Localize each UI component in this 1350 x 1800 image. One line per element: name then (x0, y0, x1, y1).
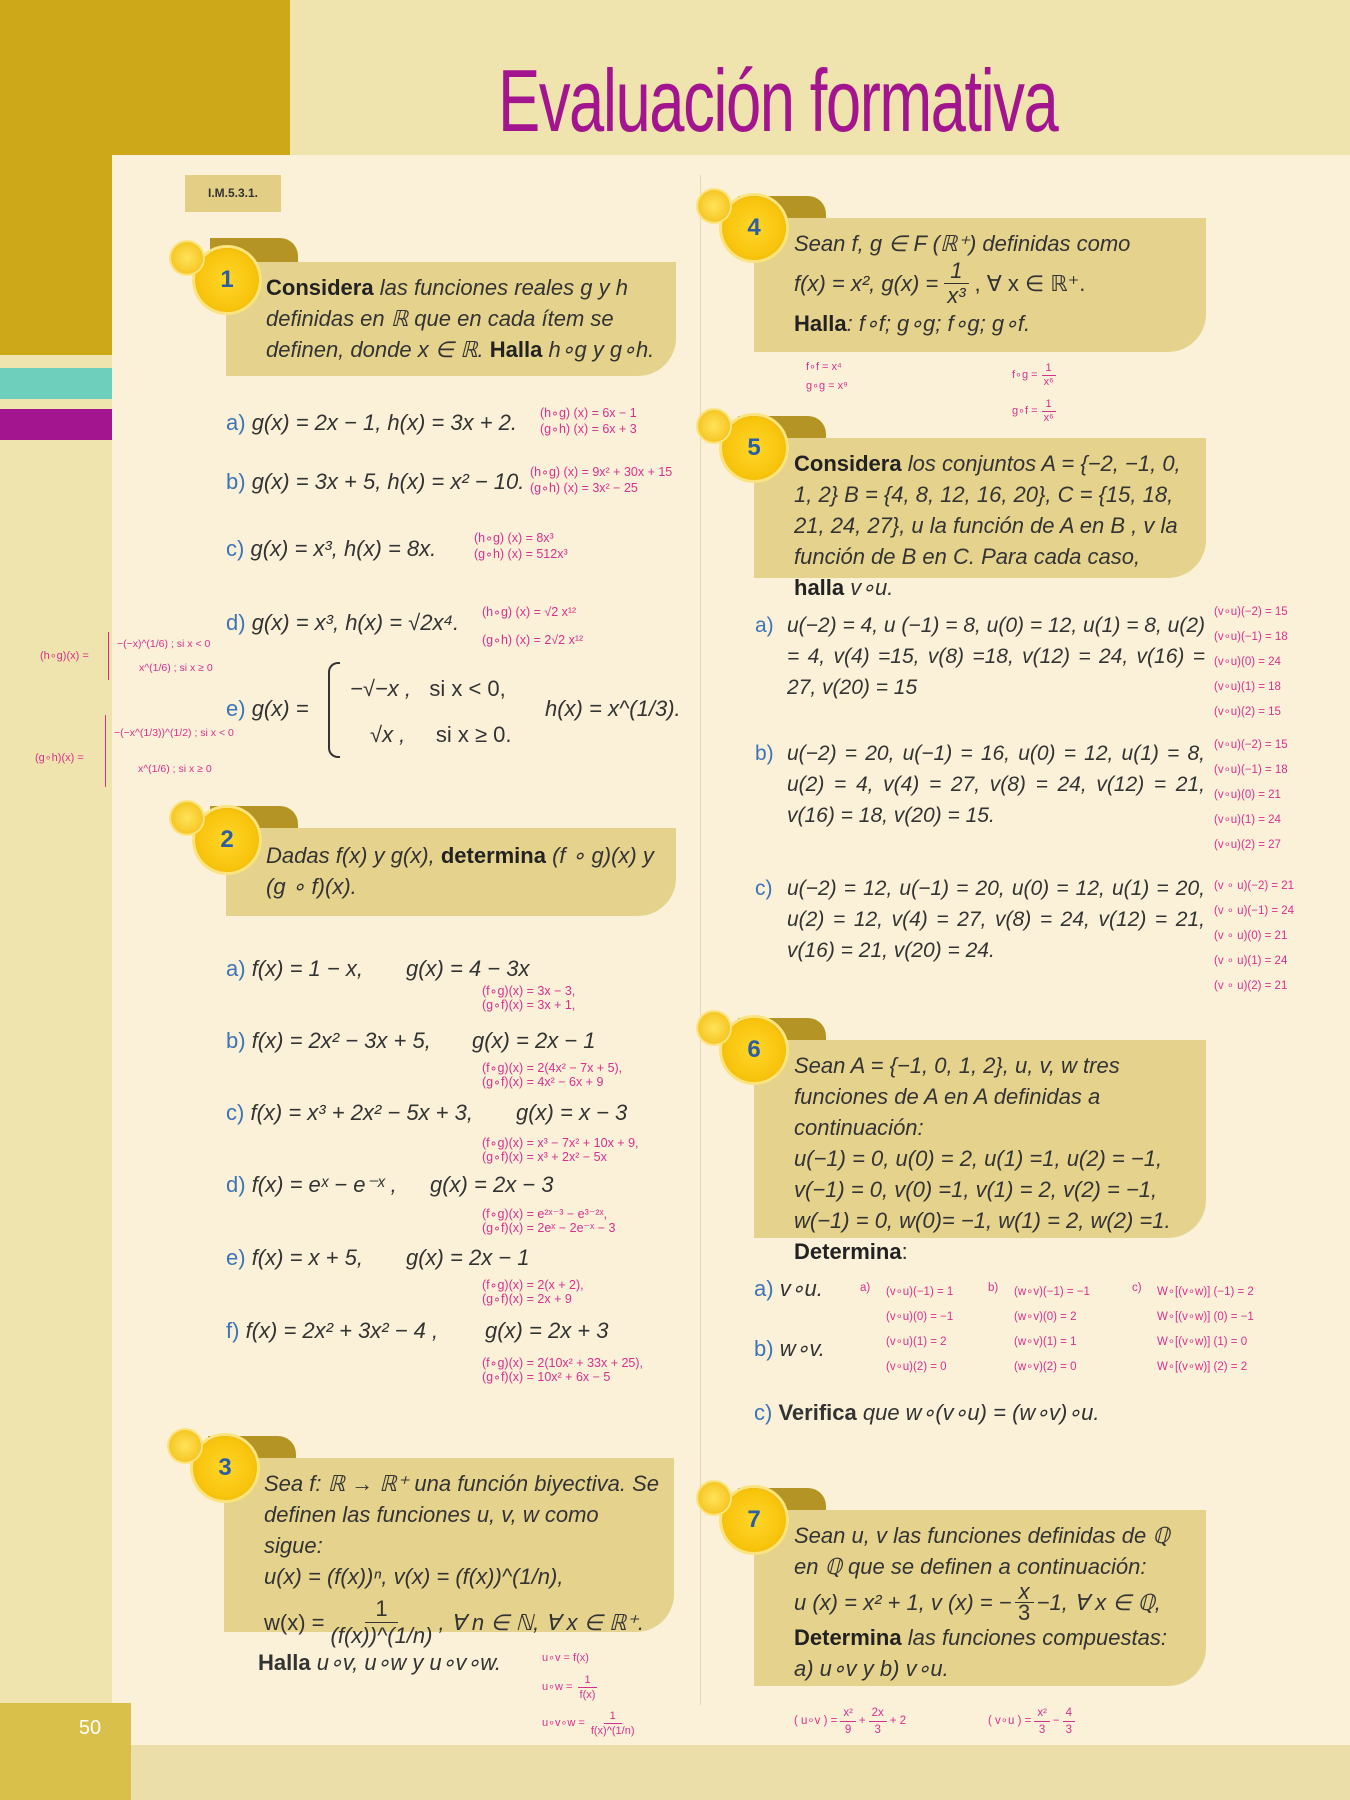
ex2-badge-dot (171, 802, 203, 834)
fraction-numerator: 4 (1063, 1705, 1075, 1722)
ex6-item-c (754, 1398, 1100, 1428)
ex2-item-b (226, 1026, 431, 1056)
answer-line: b) (988, 1282, 999, 1294)
ex2-answer-f (482, 1356, 643, 1384)
item-text: que w∘(v∘u) = (w∘v)∘u. (862, 1400, 1100, 1425)
ex6-line-2: u(−1) = 0, u(0) = 2, u(1) =1, u(2) = −1, (794, 1146, 1163, 1171)
ex7-badge-dot (698, 1482, 730, 1514)
ex7-quantifier: −1, ∀ x ∈ ℚ, (1036, 1589, 1161, 1615)
answer-line: (h∘g)(x) = (40, 650, 89, 662)
answer-line: u∘v∘w = (542, 1717, 585, 1729)
item-f: f(x) = 2x² − 3x + 5, (251, 1028, 431, 1053)
ex7-number: 7 (747, 1506, 761, 1533)
ex5-item-b (755, 738, 1205, 831)
ex2-text-2: (f ∘ g)(x) y (g ∘ f)(x). (266, 843, 654, 899)
determina-strong: Determina (794, 1625, 902, 1650)
answer-line: (f∘g)(x) = 3x − 3, (482, 984, 576, 998)
item-g: g(x) = 2x − 1 (406, 1245, 530, 1270)
answer-line: (v∘u)(2) = 27 (1214, 839, 1281, 851)
answer-line: (h∘g) (x) = √2 x¹² (482, 605, 577, 619)
answer-line: (w∘v)(−1) = −1 (1014, 1286, 1090, 1298)
answer-line: W∘[(v∘w)] (−1) = 2 (1157, 1286, 1254, 1298)
ex1-item-b (226, 467, 524, 497)
ex2-item-f-g (485, 1316, 609, 1346)
answer-line: (h∘g) (x) = 8x³ (474, 531, 554, 545)
fraction-denominator: x³ (947, 283, 966, 308)
ex1-side-answer-goh-cases (105, 715, 234, 787)
fraction-denominator: 3 (874, 1723, 881, 1736)
piece-expr: −√−x , (350, 676, 411, 701)
ex4-number: 4 (747, 214, 761, 241)
item-label: c) (754, 1400, 773, 1425)
fraction-denominator: 9 (844, 1723, 852, 1736)
piecewise-g: g(x) = (251, 696, 309, 721)
ex1-halla: Halla (489, 337, 543, 362)
ex4-defs: f(x) = x², g(x) = (794, 271, 939, 296)
item-f: f(x) = 1 − x, (251, 956, 363, 981)
fraction-numerator: 1 (604, 1709, 622, 1724)
answer-line: (f∘g)(x) = 2(4x² − 7x + 5), (482, 1061, 623, 1075)
ex1-side-answer-hog-cases (108, 632, 213, 680)
answer-line: (g∘h) (x) = 3x² − 25 (530, 481, 638, 495)
answer-fraction (1063, 1705, 1075, 1738)
piece-expr: √x , (370, 722, 406, 747)
answer-line: c) (1132, 1282, 1142, 1294)
ex3-number-badge (193, 1436, 257, 1500)
piecewise-h: h(x) = x^(1/3). (545, 696, 681, 721)
ex1-side-answer-hog (40, 648, 89, 664)
item-f: f(x) = x + 5, (251, 1245, 363, 1270)
ex1-answer-c (474, 530, 568, 562)
answer-line: + (858, 1715, 866, 1727)
ex2-item-e (226, 1243, 363, 1273)
ex6-number: 6 (747, 1036, 761, 1063)
ex6-line-1: Sean A = {−1, 0, 1, 2}, u, v, w tres funciones de A en A definidas a continuación: (794, 1053, 1120, 1140)
answer-line: (f∘g)(x) = e²ˣ⁻³ − e³⁻²ˣ, (482, 1207, 608, 1221)
ex2-item-a-g (406, 954, 530, 984)
ex1-item-a (226, 408, 517, 438)
ex5-halla-rest: v∘u. (850, 575, 894, 600)
ex1-strong: Considera (266, 275, 374, 300)
item-text: w∘v. (779, 1336, 825, 1361)
fraction-denominator: 3 (1065, 1723, 1073, 1736)
answer-line: (v∘u)(1) = 24 (1214, 814, 1281, 826)
answer-line: (w∘v)(0) = 2 (1014, 1311, 1077, 1323)
ex1-piecewise-brace (328, 662, 340, 758)
fraction-numerator: x² (840, 1705, 856, 1722)
fraction-denominator: x⁶ (1043, 375, 1054, 388)
answer-line: (v∘u)(−1) = 18 (1214, 764, 1288, 776)
ex1-statement (226, 262, 676, 376)
answer-line: (v∘u)(2) = 0 (886, 1361, 947, 1373)
fraction-numerator: 1 (1042, 398, 1056, 412)
ex3-fraction (331, 1596, 433, 1649)
fraction-denominator: f(x)^(1/n) (590, 1724, 635, 1737)
item-label: a) (755, 614, 774, 637)
item-label: a) (226, 956, 246, 981)
ex2-item-d-g (430, 1170, 554, 1200)
answer-line: (g∘h) (x) = 2√2 x¹² (482, 633, 584, 647)
answer-line: (v∘u)(−2) = 15 (1214, 739, 1288, 751)
answer-line: (f∘g)(x) = 2(10x² + 33x + 25), (482, 1356, 644, 1370)
ex1-halla-rest: h∘g y g∘h. (548, 337, 655, 362)
answer-line: (g∘h) (x) = 512x³ (474, 547, 568, 561)
ex5-strong: Considera (794, 451, 902, 476)
ex7-answer-uov (794, 1700, 906, 1742)
page-title: Evaluación formativa (498, 51, 1058, 150)
answer-line: (v∘u)(−1) = 18 (1214, 631, 1288, 643)
item-f: f(x) = eˣ − e⁻ˣ , (251, 1172, 397, 1197)
ex7-line-2 (794, 1578, 1192, 1625)
ex1-answer-b (530, 464, 672, 496)
ex2-item-f (226, 1316, 438, 1346)
item-label: d) (226, 1172, 246, 1197)
answer-line: (g∘f)(x) = x³ + 2x² − 5x (482, 1150, 607, 1164)
answer-line: (v∘u)(1) = 18 (1214, 681, 1281, 693)
answer-line: (f∘g)(x) = x³ − 7x² + 10x + 9, (482, 1136, 639, 1150)
item-text: u(−2) = 12, u(−1) = 20, u(0) = 12, u(1) = 20, u(2) = 12, v(4) = 27, v(8) = 24, v(12) = 21, v(16) = 21, v(20) = 24. (787, 877, 1205, 962)
ex2-answer-c (482, 1136, 639, 1164)
answer-fraction (840, 1705, 856, 1738)
answer-line: (g∘f)(x) = 10x² + 6x − 5 (482, 1370, 611, 1384)
item-f: f(x) = 2x² + 3x² − 4 , (245, 1318, 439, 1343)
ex3-halla (258, 1648, 501, 1678)
answer-line: − (1052, 1715, 1060, 1727)
bottom-band (0, 1745, 1350, 1800)
ex3-line-3 (264, 1596, 660, 1649)
ex1-piece-2 (370, 720, 512, 750)
item-label: f) (226, 1318, 240, 1343)
answer-line: (w∘v)(2) = 0 (1014, 1361, 1077, 1373)
item-text: v∘u. (779, 1276, 823, 1301)
answer-line: + 2 (889, 1715, 907, 1727)
ex1-text: las funciones reales g y h definidas en ℝ que en cada ítem se definen, donde x ∈ ℝ. (266, 275, 628, 362)
ex4-fraction (944, 259, 968, 308)
answer-fraction (1034, 1705, 1050, 1738)
ex1-number: 1 (220, 266, 234, 293)
determina-strong: Determina (794, 1239, 902, 1264)
answer-line: (g∘h)(x) = (35, 752, 84, 764)
ex5-statement (754, 438, 1206, 600)
ex1-item-e (226, 694, 309, 724)
answer-fraction (1042, 362, 1056, 389)
ex5-halla: halla (794, 575, 845, 600)
ex7-answer-vou (988, 1700, 1075, 1742)
answer-line: (v ∘ u)(2) = 21 (1214, 980, 1288, 992)
ex5-number: 5 (747, 434, 761, 461)
ex7-line-1: Sean u, v las funciones definidas de ℚ en ℚ que se definen a continuación: (794, 1523, 1170, 1579)
ex3-number: 3 (218, 1454, 232, 1481)
column-divider (700, 175, 701, 1705)
fraction-denominator: (f(x))^(1/n) (330, 1623, 433, 1648)
ex1-item-c (226, 534, 436, 564)
item-text: u(−2) = 20, u(−1) = 16, u(0) = 12, u(1) = 8, u(2) = 4, v(4) = 27, v(8) = 24, v(12) = 21, v(16) = 18, v(20) = 15. (787, 742, 1205, 827)
fraction-numerator: 1 (365, 1596, 397, 1623)
answer-line: W∘[(v∘w)] (2) = 2 (1157, 1361, 1248, 1373)
ex2-item-a (226, 954, 363, 984)
ex6-answer-a-label (860, 1280, 870, 1296)
ex3-answer-uov (542, 1650, 589, 1666)
ex6-answer-c-label (1132, 1280, 1142, 1296)
ex4-answer-fof-gog (806, 358, 848, 396)
ex7-number-badge (722, 1488, 786, 1552)
ex6-answer-a (886, 1280, 953, 1380)
piece-cond: si x ≥ 0. (435, 722, 512, 747)
fraction-numerator: 1 (944, 259, 968, 284)
ex2-answer-a (482, 984, 575, 1012)
answer-line: (v∘u)(−1) = 1 (886, 1286, 954, 1298)
halla-strong: Halla (258, 1650, 311, 1675)
answer-line: ( u∘v ) = (794, 1715, 838, 1727)
answer-line: (f∘g)(x) = 2(x + 2), (482, 1278, 584, 1292)
answer-line: f∘g = (1012, 369, 1038, 381)
ex4-line-1: Sean f, g ∈ F (ℝ⁺) definidas como (794, 231, 1131, 256)
ex3-quantifiers: , ∀ n ∈ ℕ, ∀ x ∈ ℝ⁺. (438, 1610, 645, 1635)
ex1-number-badge (195, 248, 259, 312)
skill-code-tag: I.M.5.3.1. (185, 175, 281, 212)
ex7-statement (754, 1510, 1206, 1686)
answer-fraction (1042, 398, 1056, 425)
fraction-numerator: 2x (869, 1705, 887, 1722)
ex6-badge-dot (698, 1012, 730, 1044)
ex5-text: los conjuntos A = {−2, −1, 0, 1, 2} B = {4, 8, 12, 16, 20}, C = {15, 18, 21, 24, 27}, u la función de A en B , v la función de B en C. Para cada caso, (794, 451, 1181, 569)
item-text: g(x) = 2x − 1, h(x) = 3x + 2. (251, 410, 518, 435)
ex2-item-d (226, 1170, 397, 1200)
ex5-number-badge (722, 416, 786, 480)
ex3-line-1: Sea f: ℝ → ℝ⁺ una función biyectiva. Se definen las funciones u, v, w como sigue: (264, 1471, 659, 1558)
ex6-number-badge (722, 1018, 786, 1082)
answer-line: x^(1/6) ; si x ≥ 0 (139, 662, 213, 674)
halla-strong: Halla (794, 311, 847, 336)
ex4-line-2 (794, 259, 1192, 308)
answer-line: a) (860, 1282, 871, 1294)
answer-line: (v ∘ u)(−1) = 24 (1214, 905, 1295, 917)
ex1-side-answer-goh (35, 750, 84, 766)
ex2-answer-d (482, 1207, 615, 1235)
halla-rest: u∘v, u∘w y u∘v∘w. (316, 1650, 502, 1675)
ex7-line-3 (794, 1622, 1192, 1653)
item-text: g(x) = x³, h(x) = √2x⁴. (251, 610, 460, 635)
ex4-line-3 (794, 308, 1192, 339)
ex1-answer-a (540, 405, 637, 437)
item-text: g(x) = 3x + 5, h(x) = x² − 10. (251, 469, 525, 494)
magenta-stripe (0, 409, 112, 440)
item-text: g(x) = x³, h(x) = 8x. (250, 536, 437, 561)
item-label: d) (226, 610, 246, 635)
ex3-answer-uovow (542, 1706, 635, 1740)
answer-line: (v ∘ u)(0) = 21 (1214, 930, 1288, 942)
ex6-answer-b (1014, 1280, 1090, 1380)
answer-line: ( v∘u ) = (988, 1715, 1032, 1727)
ex7-fraction (1015, 1578, 1034, 1625)
answer-line: (v∘u)(0) = 24 (1214, 656, 1281, 668)
ex5-badge-dot (698, 410, 730, 442)
ex3-w-label: w(x) = (264, 1610, 325, 1635)
answer-fraction (591, 1709, 635, 1738)
item-label: b) (226, 1028, 246, 1053)
answer-fraction (578, 1673, 596, 1702)
ex5-answer-c (1214, 874, 1294, 999)
ex3-answer-uow (542, 1670, 597, 1704)
item-label: a) (754, 1276, 774, 1301)
item-text: u(−2) = 4, u (−1) = 8, u(0) = 12, u(1) = 8, u(2) = 4, v(4) =15, v(8) =18, v(12) = 24, v(16) = 27, v(20) = 15 (787, 614, 1205, 699)
item-label: b) (755, 742, 774, 765)
ex2-text-1: Dadas f(x) y g(x), (266, 843, 435, 868)
ex6-line-3: v(−1) = 0, v(0) =1, v(1) = 2, v(2) = −1, (794, 1177, 1158, 1202)
fraction-numerator: x (1015, 1582, 1034, 1603)
answer-line: (g∘h) (x) = 6x + 3 (540, 422, 637, 436)
fraction-numerator: x² (1034, 1705, 1050, 1722)
ex2-number: 2 (220, 826, 234, 853)
ex2-answer-b (482, 1061, 622, 1089)
ex2-item-c (226, 1098, 473, 1128)
ex6-item-b (754, 1334, 825, 1364)
ex4-statement (754, 218, 1206, 352)
ex7-defs: u (x) = x² + 1, v (x) = − (794, 1589, 1012, 1615)
answer-line: (v ∘ u)(1) = 24 (1214, 955, 1288, 967)
item-label: e) (226, 1245, 246, 1270)
answer-line: (v∘u)(1) = 2 (886, 1336, 947, 1348)
item-g: g(x) = 2x + 3 (485, 1318, 609, 1343)
ex2-statement (226, 828, 676, 916)
ex2-item-e-g (406, 1243, 530, 1273)
answer-line: (h∘g) (x) = 6x − 1 (540, 406, 637, 420)
ex6-line-5 (794, 1236, 1192, 1267)
ex2-item-c-g (516, 1098, 627, 1128)
answer-line: −(−x)^(1/6) ; si x < 0 (117, 638, 211, 650)
answer-line: (g∘f)(x) = 2eˣ − 2e⁻ˣ − 3 (482, 1221, 616, 1235)
answer-line: g∘g = x⁹ (806, 380, 848, 392)
page-number: 50 (78, 1717, 102, 1739)
ex6-answer-b-label (988, 1280, 998, 1296)
ex4-answer-fog (1012, 360, 1056, 390)
ex1-answer-d (482, 598, 583, 654)
answer-line: f∘f = x⁴ (806, 361, 842, 373)
answer-line: (v ∘ u)(−2) = 21 (1214, 880, 1295, 892)
ex6-statement (754, 1040, 1206, 1264)
fraction-denominator: 3 (1018, 1599, 1031, 1625)
fraction-numerator: 1 (578, 1673, 596, 1688)
answer-line: x^(1/6) ; si x ≥ 0 (138, 763, 212, 775)
item-label: a) (226, 410, 246, 435)
piece-cond: si x < 0, (429, 676, 506, 701)
answer-line: (v∘u)(0) = −1 (886, 1311, 954, 1323)
fraction-numerator: 1 (1042, 362, 1056, 376)
ex5-answer-a (1214, 600, 1288, 725)
ex4-quantifier: , ∀ x ∈ ℝ⁺. (974, 271, 1086, 296)
ex1-piece-1 (350, 674, 506, 704)
answer-line: W∘[(v∘w)] (0) = −1 (1157, 1311, 1254, 1323)
ex2-number-badge (195, 808, 259, 872)
ex7-line-3-text: las funciones compuestas: (907, 1625, 1167, 1650)
answer-line: W∘[(v∘w)] (1) = 0 (1157, 1336, 1248, 1348)
verifica-strong: Verifica (778, 1400, 857, 1425)
fraction-denominator: x⁶ (1043, 411, 1054, 424)
ex2-strong: determina (440, 843, 546, 868)
item-g: g(x) = 2x − 3 (430, 1172, 554, 1197)
ex5-item-c (755, 873, 1205, 966)
item-g: g(x) = 2x − 1 (472, 1028, 596, 1053)
ex2-item-b-g (472, 1026, 596, 1056)
item-label: b) (754, 1336, 774, 1361)
teal-stripe (0, 368, 112, 399)
ex3-statement (224, 1458, 674, 1648)
item-label: c) (226, 536, 245, 561)
item-g: g(x) = 4 − 3x (406, 956, 530, 981)
ex6-line-4: w(−1) = 0, w(0)= −1, w(1) = 2, w(2) =1. (794, 1208, 1171, 1233)
answer-line: (g∘f)(x) = 3x + 1, (482, 998, 576, 1012)
ex6-item-a (754, 1274, 823, 1304)
item-label: b) (226, 469, 246, 494)
answer-line: (v∘u)(−2) = 15 (1214, 606, 1288, 618)
answer-fraction (869, 1705, 887, 1738)
fraction-denominator: 3 (1038, 1723, 1046, 1736)
answer-line: g∘f = (1012, 405, 1038, 417)
item-f: f(x) = x³ + 2x² − 5x + 3, (250, 1100, 473, 1125)
colon: : (901, 1239, 908, 1264)
answer-line: u∘w = (542, 1681, 573, 1693)
ex1-badge-dot (171, 242, 203, 274)
ex4-number-badge (722, 196, 786, 260)
ex4-badge-dot (698, 190, 730, 222)
answer-line: (v∘u)(0) = 21 (1214, 789, 1281, 801)
fraction-denominator: f(x) (579, 1688, 596, 1701)
answer-line: (g∘f)(x) = 2x + 9 (482, 1292, 572, 1306)
ex3-badge-dot (169, 1430, 201, 1462)
item-label: e) (226, 696, 246, 721)
ex7-line-4: a) u∘v y b) v∘u. (794, 1656, 949, 1681)
ex3-line-2: u(x) = (f(x))ⁿ, v(x) = (f(x))^(1/n), (264, 1564, 564, 1589)
answer-line: (g∘f)(x) = 4x² − 6x + 9 (482, 1075, 604, 1089)
answer-line: u∘v = f(x) (542, 1652, 589, 1664)
ex1-item-e-h (545, 694, 681, 724)
answer-line: −(−x^(1/3))^(1/2) ; si x < 0 (114, 727, 234, 739)
answer-line: (h∘g) (x) = 9x² + 30x + 15 (530, 465, 673, 479)
ex6-answer-c (1157, 1280, 1254, 1380)
ex1-item-d (226, 608, 459, 638)
ex4-answer-gof (1012, 396, 1056, 426)
answer-line: (w∘v)(1) = 1 (1014, 1336, 1077, 1348)
ex5-item-a (755, 610, 1205, 703)
halla-rest: : f∘f; g∘g; f∘g; g∘f. (846, 311, 1031, 336)
ex5-answer-b (1214, 733, 1288, 858)
ex2-answer-e (482, 1278, 584, 1306)
item-label: c) (755, 877, 773, 900)
answer-line: (v∘u)(2) = 15 (1214, 706, 1281, 718)
item-g: g(x) = x − 3 (516, 1100, 628, 1125)
item-label: c) (226, 1100, 245, 1125)
